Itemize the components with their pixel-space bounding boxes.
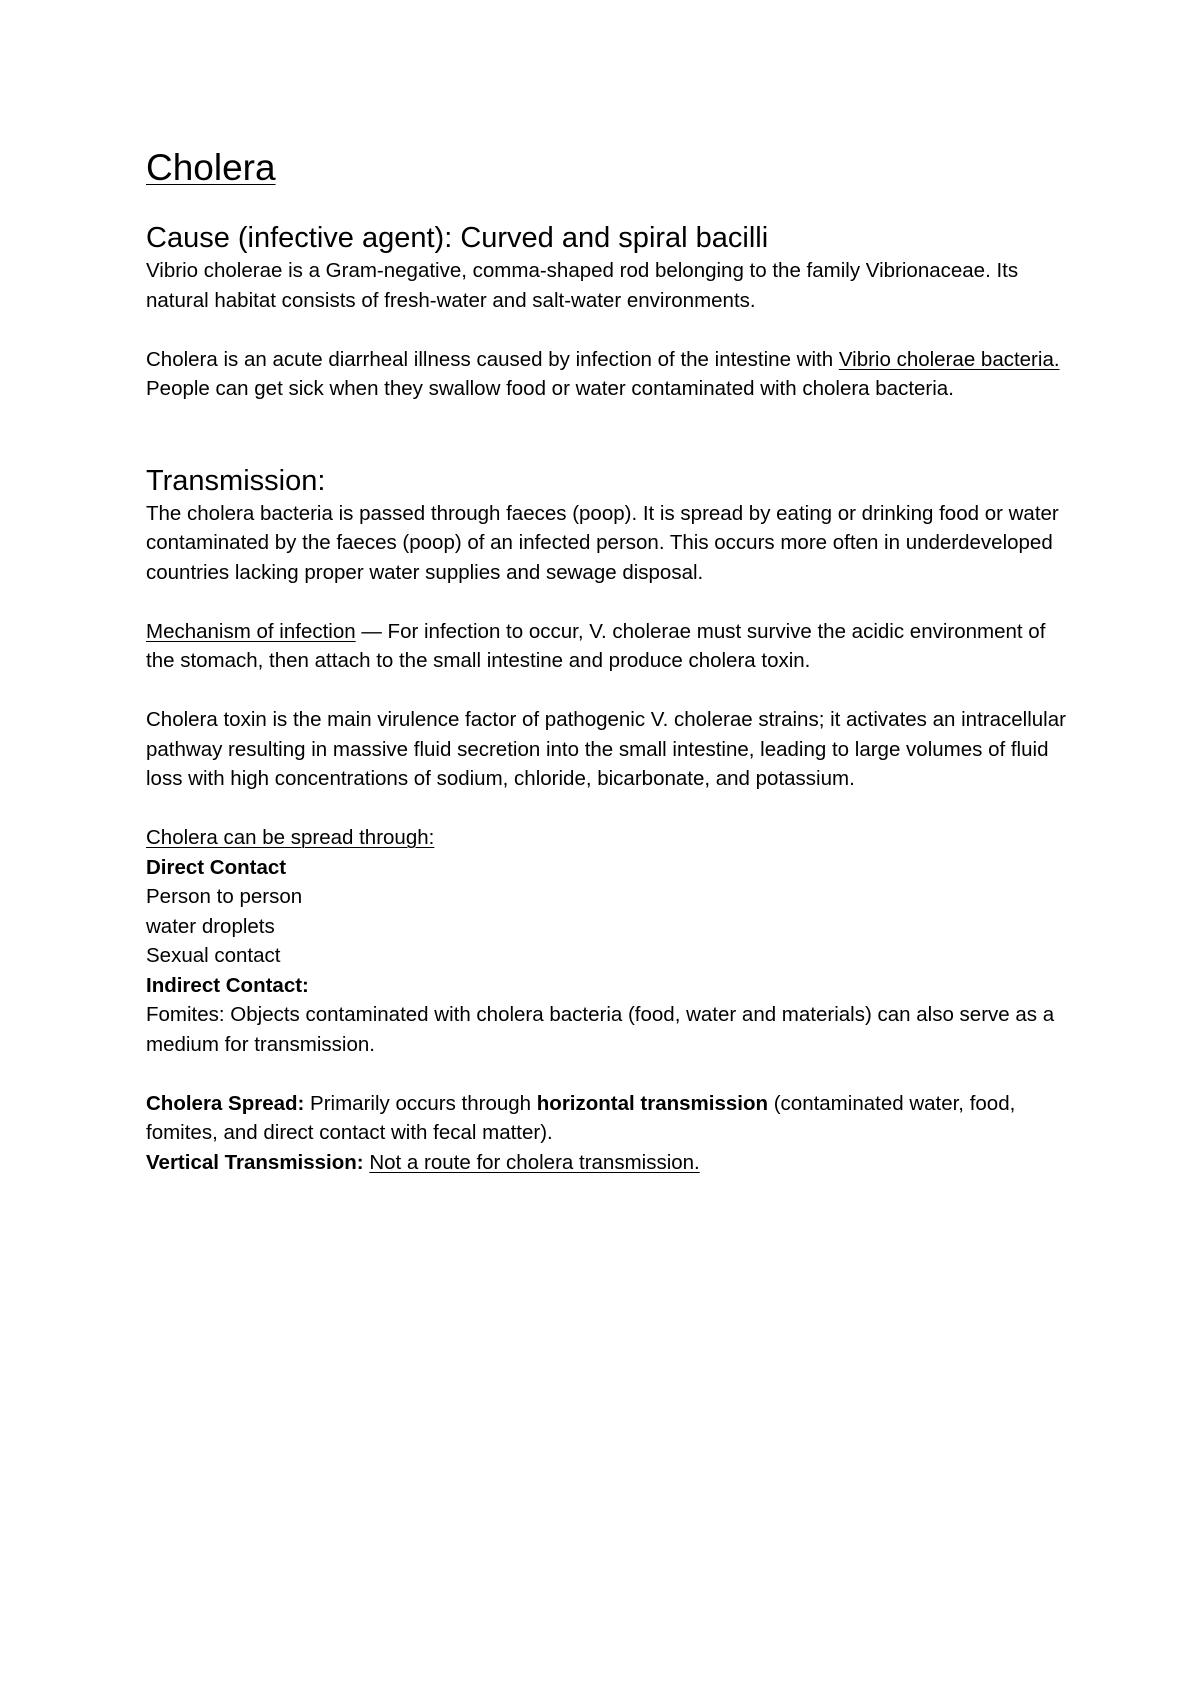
transmission-paragraph-1: The cholera bacteria is passed through faeces (poop). It is spread by eating or drinking food or water contaminated by the faeces (poop) of an infected person. This occurs more often in underdeveloped countries lacking proper water supplies and sewage disposal. [146,501,1059,584]
cause-paragraph-2-end: People can get sick when they swallow food or water contaminated with cholera bacteria. [146,377,954,400]
vertical-transmission-paragraph [146,1148,1066,1178]
spread-label [146,823,1066,853]
cause-paragraph-2-start: Cholera is an acute diarrheal illness caused by infection of the intestine with [146,347,839,371]
vertical-transmission-text: Not a route for cholera transmission. [369,1150,700,1174]
transmission-heading: Transmission: [146,464,326,497]
spacer [146,587,1066,617]
direct-contact-heading-text: Direct Contact [146,855,287,879]
toxin-paragraph: Cholera toxin is the main virulence factor of pathogenic V. cholerae strains; it activates an intracellular pathway resulting in massive fluid secretion into the small intestine, leading to large volumes of fluid loss with high concentrations of sodium, chloride, bicarbonate, and potassium. [146,708,1066,790]
cholera-spread-paragraph [146,1089,1066,1148]
spacer [146,676,1066,706]
spacer [146,315,1066,345]
list-item: water droplets [146,914,275,938]
indirect-contact-text: Fomites: Objects contaminated with cholera bacteria (food, water and materials) can also serve as a medium for transmission. [146,1003,1055,1056]
cause-paragraph-2 [146,345,1066,404]
mechanism-paragraph [146,617,1066,676]
list-item: Sexual contact [146,944,281,967]
spacer [146,404,1066,463]
spread-label-text: Cholera can be spread through: [146,826,435,849]
indirect-contact-heading [146,971,1066,1001]
cause-heading: Cause (infective agent): Curved and spiral bacilli [146,222,769,254]
document-page [146,143,1066,1177]
horizontal-transmission-label: horizontal transmission [536,1091,769,1115]
spacer [146,794,1066,824]
document-title: Cholera [146,147,276,188]
mechanism-text: — For infection to occur, V. cholerae must survive the acidic environment of the stomach, then attach to the small intestine and produce cholera toxin. [146,619,1046,672]
spacer [146,1059,1066,1089]
list-item: Person to person [146,885,303,908]
vertical-transmission-label: Vertical Transmission: [146,1150,364,1174]
cholera-spread-mid: Primarily occurs through [304,1091,537,1115]
cholera-spread-end: (contaminated water, food, fomites, and direct contact with fecal matter). [146,1091,1016,1144]
cause-paragraph-1: Vibrio cholerae is a Gram-negative, comma-shaped rod belonging to the family Vibrionaceae. Its natural habitat consists of fresh-water and salt-water environments. [146,259,1019,312]
mechanism-label: Mechanism of infection [146,619,356,643]
direct-contact-heading [146,853,1066,883]
cholera-spread-label: Cholera Spread: [146,1091,305,1115]
indirect-contact-heading-text: Indirect Contact: [146,973,309,997]
vibrio-cholerae-link[interactable]: Vibrio cholerae bacteria. [838,347,1060,371]
